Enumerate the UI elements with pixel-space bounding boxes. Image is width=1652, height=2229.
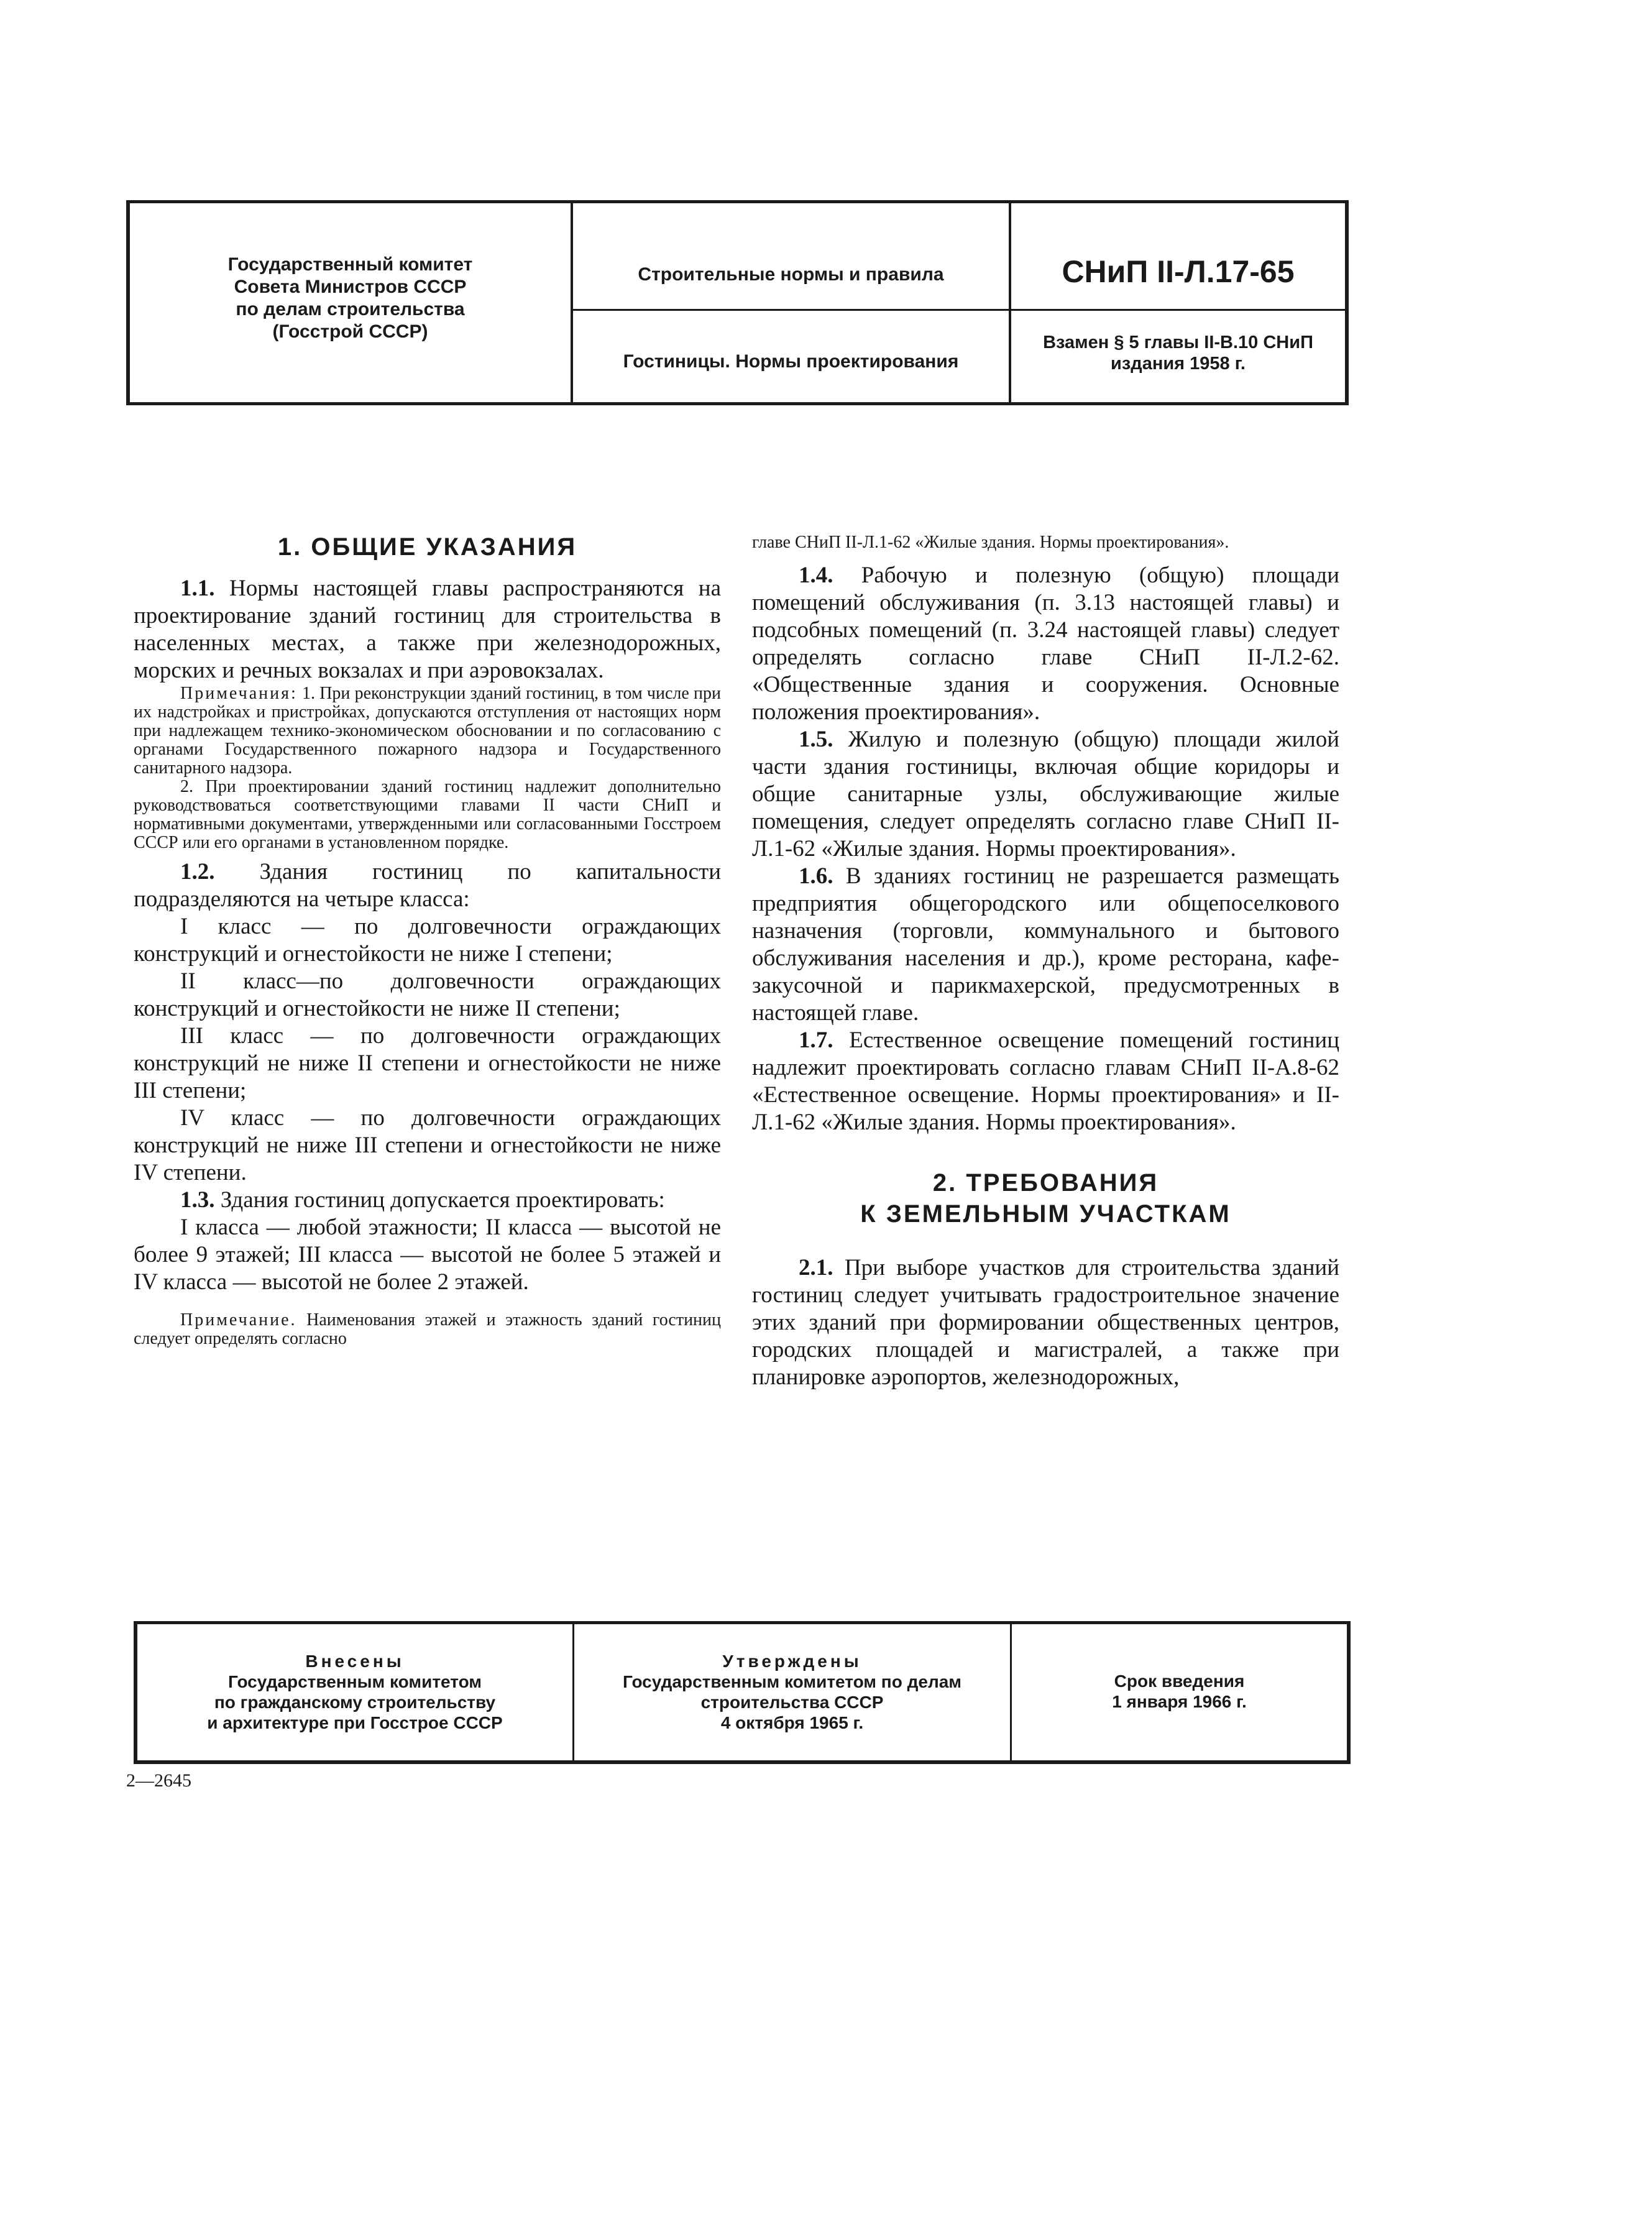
replaces-note: Взамен § 5 главы II-В.10 СНиП издания 1958 г. (1043, 333, 1313, 374)
section-1-title: 1. ОБЩИЕ УКАЗАНИЯ (277, 533, 577, 561)
paragraph-1-4: 1.4. Рабочую и полезную (общую) площади помещений обслуживания (п. 3.13 настоящей главы) и подсобных помещений (п. 3.24 настоящей главы) следует определять согласно главе СНиП II-Л.2-62. «Общественные здания и сооружения. Основные положения проектирования». (752, 563, 1340, 725)
rule (134, 1621, 1351, 1624)
paragraph-1-3: 1.3. Здания гостиниц допускается проектировать: (180, 1187, 665, 1213)
paragraph-1-5: 1.5. Жилую и полезную (общую) площади жилой части здания гостиницы, включая общие коридоры и общие санитарные узлы, обслуживающие жилые помещения, следует определять согласно главе СНиП II-Л.1-62 «Жилые здания. Нормы проектирования». (752, 727, 1340, 862)
paragraph-1-2: 1.2. Здания гостиниц по капитальности подразделяются на четыре класса: (134, 859, 722, 912)
note-2: 2. При проектировании зданий гостиниц надлежит дополнительно руководствоваться соответствующими главами II части СНиП и нормативными документами, утвержденными или согласованными Госстроем СССР или его органами в установленном порядке. (134, 777, 721, 852)
submitted-by: Внесены Государственным комитетом по гражданскому строительству и архитектуре при Госстрое СССР (207, 1652, 503, 1732)
paragraph-1-1: 1.1. Нормы настоящей главы распространяются на проектирование зданий гостиниц для строительства в населенных местах, а также при железнодорожных, морских и речных вокзалах и при аэровокзалах. (134, 576, 722, 683)
issuing-organization: Государственный комитет Совета Министров СССР по делам строительства (Госстрой СССР) (227, 254, 473, 342)
rule (571, 309, 1349, 311)
rule (126, 200, 1349, 203)
class-2-item: II класс—по долговечности ограждающих конструкций и огнестойкости не ниже II степени; (134, 968, 721, 1021)
document-title: Гостиницы. Нормы проектирования (623, 351, 959, 372)
class-1-item: I класс — по долговечности ограждающих конструкций и огнестойкости не ниже I степени; (134, 914, 721, 967)
header-table (126, 200, 1349, 405)
paragraph-2-1: 2.1. При выборе участков для строительства зданий гостиниц следует учитывать градостроительное значение этих зданий при формировании общественных центров, городских площадей и магистралей, а также при планировке аэропортов, железнодорожных, (752, 1255, 1339, 1390)
approved-by: Утверждены Государственным комитетом по делам строительства СССР 4 октября 1965 г. (622, 1652, 962, 1732)
effective-date: Срок введения 1 января 1966 г. (1112, 1671, 1247, 1711)
class-4-item: IV класс — по долговечности ограждающих конструкций не ниже III степени и огнестойкости не ниже IV степени. (134, 1105, 721, 1185)
note-3: Примечание. Наименования этажей и этажность зданий гостиниц следует определять согласно (134, 1310, 722, 1348)
rule (126, 402, 1349, 405)
footer-table (134, 1621, 1351, 1764)
document-type: Строительные нормы и правила (638, 264, 944, 285)
document-code: СНиП II-Л.17-65 (1062, 254, 1295, 289)
class-3-item: III класс — по долговечности ограждающих конструкций не ниже II степени и огнестойкости не ниже III степени; (134, 1023, 721, 1103)
rule (1347, 1621, 1351, 1764)
left-column (134, 531, 721, 1348)
section-2-title-line-2: К ЗЕМЕЛЬНЫМ УЧАСТКАМ (860, 1200, 1231, 1228)
section-2-title-line-1: 2. ТРЕБОВАНИЯ (932, 1169, 1159, 1197)
paragraph-1-7: 1.7. Естественное освещение помещений гостиниц надлежит проектировать согласно главам СНиП II-А.8-62 «Естественное освещение. Нормы проектирования» и II-Л.1-62 «Жилые здания. Нормы проектирования». (752, 1027, 1339, 1135)
folio-number: 2—2645 (126, 1770, 191, 1791)
rule (1345, 200, 1349, 405)
rule (134, 1760, 1351, 1764)
note-3-continued: главе СНиП II-Л.1-62 «Жилые здания. Нормы проектирования». (752, 533, 1229, 552)
paragraph-1-6: 1.6. В зданиях гостиниц не разрешается размещать предприятия общегородского или общепоселкового назначения (торговли, коммунального и бытового обслуживания населения и др.), кроме ресторана, кафе-закусочной и парикмахерской, предусмотренных в настоящей главе. (752, 863, 1339, 1026)
right-column (752, 533, 1339, 1391)
paragraph-1-3-list: I класса — любой этажности; II класса — высотой не более 9 этажей; III класса — высотой не более 5 этажей и IV класса — высотой не более 2 этажей. (134, 1215, 721, 1295)
note-1: Примечания: 1. При реконструкции зданий гостиниц, в том числе при их надстройках и пристройках, допускаются отступления от настоящих норм при надлежащем технико-экономическом обосновании и по согласованию с органами Государственного пожарного надзора и Государственного санитарного надзора. (134, 684, 721, 778)
